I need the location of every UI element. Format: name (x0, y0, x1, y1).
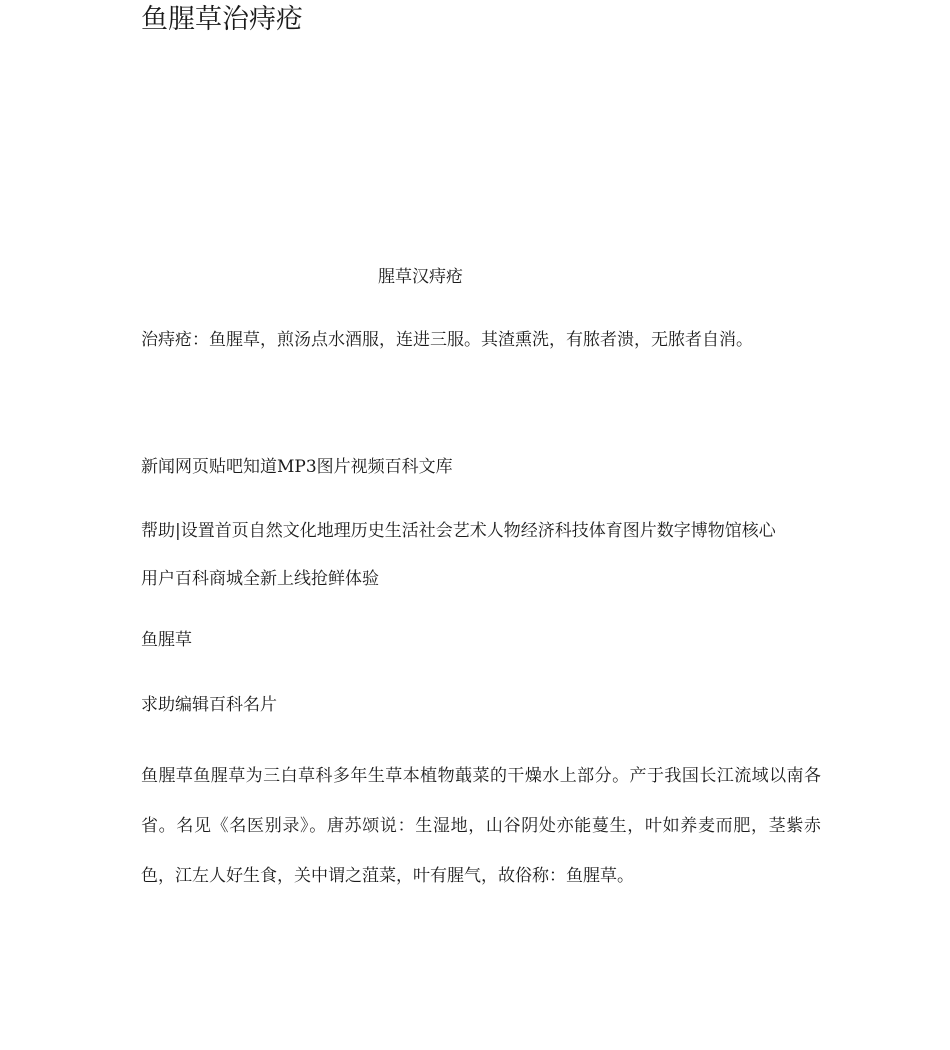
section-heading: 腥草汉痔疮 (378, 267, 463, 287)
entry-name: 鱼腥草 (141, 630, 192, 650)
page-title: 鱼腥草治痔疮 (141, 4, 303, 35)
nav-links-text: 新闻网页贴吧知道MP3图片视频百科文库 (141, 457, 453, 477)
category-line-1: 帮助|设置首页自然文化地理历史生活社会艺术人物经济科技体育图片数字博物馆核心 (141, 521, 776, 541)
category-line-2: 用户百科商城全新上线抢鲜体验 (141, 569, 379, 589)
entry-actions: 求助编辑百科名片 (141, 695, 277, 715)
remedy-text: 治痔疮：鱼腥草，煎汤点水酒服，连进三服。其渣熏洗，有脓者溃，无脓者自消。 (141, 330, 753, 350)
description-paragraph: 鱼腥草鱼腥草为三白草科多年生草本植物蕺菜的干燥水上部分。产于我国长江流域以南各省。名见《名医别录》。唐苏颂说：生湿地，山谷阴处亦能蔓生，叶如养麦而肥，茎紫赤色，江左人好生食，关中谓之菹菜，叶有腥气，故俗称：鱼腥草。 (141, 766, 821, 886)
